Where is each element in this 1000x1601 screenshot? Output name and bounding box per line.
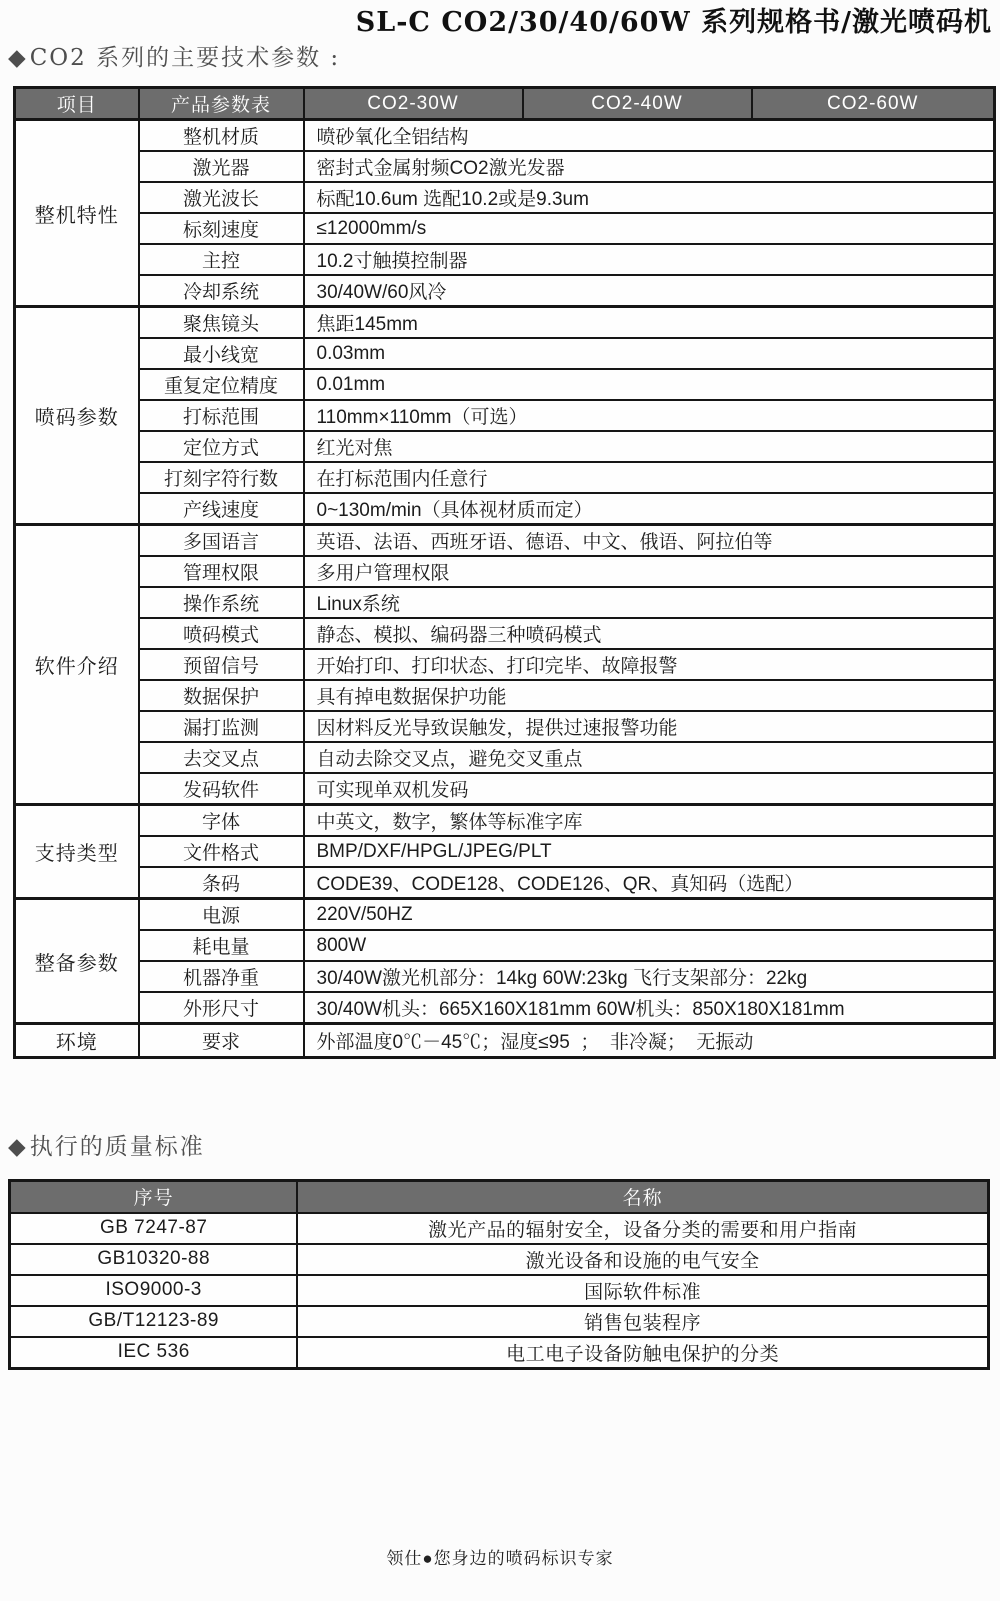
spec-row [15, 400, 995, 431]
spec-column-header: 产品参数表 [139, 88, 304, 120]
spec-value-cell: 220V/50HZ [304, 899, 995, 931]
standards-row [10, 1275, 989, 1306]
spec-row [15, 649, 995, 680]
spec-column-header: CO2-30W [304, 88, 523, 120]
spec-label-cell: 漏打监测 [139, 711, 304, 742]
standard-code-cell: IEC 536 [10, 1337, 298, 1369]
spec-label-cell: 冷却系统 [139, 275, 304, 307]
spec-value-cell: 30/40W机头：665X160X181mm 60W机头：850X180X181mm [304, 992, 995, 1024]
spec-label-cell: 耗电量 [139, 930, 304, 961]
spec-row [15, 462, 995, 493]
diamond-icon: ◆ [8, 45, 28, 71]
spec-label-cell: 喷码模式 [139, 618, 304, 649]
spec-row [15, 742, 995, 773]
spec-label-cell: 重复定位精度 [139, 369, 304, 400]
spec-row [15, 1024, 995, 1058]
page-title: SL-C CO2/30/40/60W 系列规格书/激光喷码机 [355, 7, 992, 38]
standard-name-cell: 电工电子设备防触电保护的分类 [297, 1337, 988, 1369]
standards-row [10, 1213, 989, 1244]
spec-value-cell: 110mm×110mm（可选） [304, 400, 995, 431]
spec-value-cell: 具有掉电数据保护功能 [304, 680, 995, 711]
spec-row [15, 369, 995, 400]
standard-name-cell: 激光产品的辐射安全，设备分类的需要和用户指南 [297, 1213, 988, 1244]
section-heading-standards-label: 执行的质量标准 [29, 1134, 205, 1160]
spec-label-cell: 产线速度 [139, 493, 304, 525]
standards-row [10, 1244, 989, 1275]
spec-row [15, 867, 995, 899]
spec-label-cell: 预留信号 [139, 649, 304, 680]
footer-slogan: 领仕●您身边的喷码标识专家 [386, 1549, 614, 1568]
spec-row [15, 899, 995, 931]
spec-row [15, 120, 995, 152]
spec-value-cell: ≤12000mm/s [304, 213, 995, 244]
spec-group-cell: 喷码参数 [15, 307, 139, 525]
spec-value-cell: 中英文，数字，繁体等标准字库 [304, 805, 995, 837]
spec-row [15, 711, 995, 742]
spec-value-cell: 红光对焦 [304, 431, 995, 462]
spec-row [15, 992, 995, 1024]
spec-table [13, 86, 996, 1059]
spec-label-cell: 去交叉点 [139, 742, 304, 773]
spec-row [15, 307, 995, 339]
spec-row [15, 556, 995, 587]
spec-row [15, 244, 995, 275]
spec-label-cell: 数据保护 [139, 680, 304, 711]
spec-label-cell: 字体 [139, 805, 304, 837]
spacer [0, 1059, 1000, 1129]
spec-label-cell: 打标范围 [139, 400, 304, 431]
section-heading-specs-label: CO2 系列的主要技术参数 : [29, 45, 341, 71]
spec-value-cell: 0~130m/min（具体视材质而定） [304, 493, 995, 525]
spec-value-cell: 30/40W/60风冷 [304, 275, 995, 307]
spec-column-header: CO2-60W [752, 88, 995, 120]
spec-value-cell: 静态、模拟、编码器三种喷码模式 [304, 618, 995, 649]
spec-row [15, 680, 995, 711]
standards-column-header: 序号 [10, 1181, 298, 1213]
spec-row [15, 182, 995, 213]
spec-column-header: 项目 [15, 88, 139, 120]
spec-header-row [15, 88, 995, 120]
spec-value-cell: 800W [304, 930, 995, 961]
spec-value-cell: 30/40W激光机部分：14kg 60W:23kg 飞行支架部分：22kg [304, 961, 995, 992]
standards-row [10, 1337, 989, 1369]
spec-row [15, 773, 995, 805]
spec-label-cell: 激光器 [139, 151, 304, 182]
spec-row [15, 213, 995, 244]
spec-row [15, 338, 995, 369]
spec-value-cell: 焦距145mm [304, 307, 995, 339]
standard-code-cell: GB10320-88 [10, 1244, 298, 1275]
spec-row [15, 805, 995, 837]
spec-label-cell: 条码 [139, 867, 304, 899]
spec-row [15, 493, 995, 525]
spec-value-cell: 自动去除交叉点，避免交叉重点 [304, 742, 995, 773]
spec-label-cell: 发码软件 [139, 773, 304, 805]
standards-column-header: 名称 [297, 1181, 988, 1213]
spec-label-cell: 管理权限 [139, 556, 304, 587]
standard-code-cell: GB 7247-87 [10, 1213, 298, 1244]
spec-row [15, 275, 995, 307]
spec-label-cell: 文件格式 [139, 836, 304, 867]
spec-value-cell: 0.01mm [304, 369, 995, 400]
spec-value-cell: 密封式金属射频CO2激光发器 [304, 151, 995, 182]
spec-row [15, 961, 995, 992]
standard-name-cell: 激光设备和设施的电气安全 [297, 1244, 988, 1275]
spec-value-cell: 在打标范围内任意行 [304, 462, 995, 493]
spec-label-cell: 聚焦镜头 [139, 307, 304, 339]
spec-group-cell: 整备参数 [15, 899, 139, 1024]
spec-group-cell: 环境 [15, 1024, 139, 1058]
spec-value-cell: 喷砂氧化全铝结构 [304, 120, 995, 152]
standard-name-cell: 国际软件标准 [297, 1275, 988, 1306]
spec-label-cell: 主控 [139, 244, 304, 275]
spec-value-cell: CODE39、CODE128、CODE126、QR、真知码（选配） [304, 867, 995, 899]
spec-label-cell: 最小线宽 [139, 338, 304, 369]
section-heading-specs [8, 44, 1000, 72]
standards-row [10, 1306, 989, 1337]
spec-value-cell: 多用户管理权限 [304, 556, 995, 587]
spec-value-cell: 外部温度0℃－45℃；湿度≤95 ； 非冷凝； 无振动 [304, 1024, 995, 1058]
spec-label-cell: 整机材质 [139, 120, 304, 152]
spec-row [15, 930, 995, 961]
section-heading-standards [8, 1133, 1000, 1161]
spec-label-cell: 外形尺寸 [139, 992, 304, 1024]
spec-label-cell: 标刻速度 [139, 213, 304, 244]
spec-row [15, 836, 995, 867]
spec-value-cell: 因材料反光导致误触发，提供过速报警功能 [304, 711, 995, 742]
spec-label-cell: 打刻字符行数 [139, 462, 304, 493]
spec-value-cell: 标配10.6um 选配10.2或是9.3um [304, 182, 995, 213]
spec-row [15, 618, 995, 649]
spec-value-cell: 开始打印、打印状态、打印完毕、故障报警 [304, 649, 995, 680]
spec-label-cell: 激光波长 [139, 182, 304, 213]
standard-code-cell: ISO9000-3 [10, 1275, 298, 1306]
spec-row [15, 587, 995, 618]
spec-value-cell: 可实现单双机发码 [304, 773, 995, 805]
spec-label-cell: 多国语言 [139, 525, 304, 557]
spec-row [15, 151, 995, 182]
standard-name-cell: 销售包装程序 [297, 1306, 988, 1337]
spec-value-cell: Linux系统 [304, 587, 995, 618]
spec-label-cell: 电源 [139, 899, 304, 931]
spec-group-cell: 支持类型 [15, 805, 139, 899]
spec-label-cell: 要求 [139, 1024, 304, 1058]
spec-value-cell: 英语、法语、西班牙语、德语、中文、俄语、阿拉伯等 [304, 525, 995, 557]
standard-code-cell: GB/T12123-89 [10, 1306, 298, 1337]
spec-value-cell: 10.2寸触摸控制器 [304, 244, 995, 275]
spec-label-cell: 操作系统 [139, 587, 304, 618]
spec-group-cell: 整机特性 [15, 120, 139, 307]
standards-header-row [10, 1181, 989, 1213]
spec-label-cell: 定位方式 [139, 431, 304, 462]
spec-value-cell: BMP/DXF/HPGL/JPEG/PLT [304, 836, 995, 867]
spec-group-cell: 软件介绍 [15, 525, 139, 805]
spec-value-cell: 0.03mm [304, 338, 995, 369]
spec-label-cell: 机器净重 [139, 961, 304, 992]
spec-row [15, 431, 995, 462]
spec-column-header: CO2-40W [523, 88, 752, 120]
standards-table [8, 1179, 990, 1370]
spec-row [15, 525, 995, 557]
diamond-icon: ◆ [8, 1134, 28, 1160]
